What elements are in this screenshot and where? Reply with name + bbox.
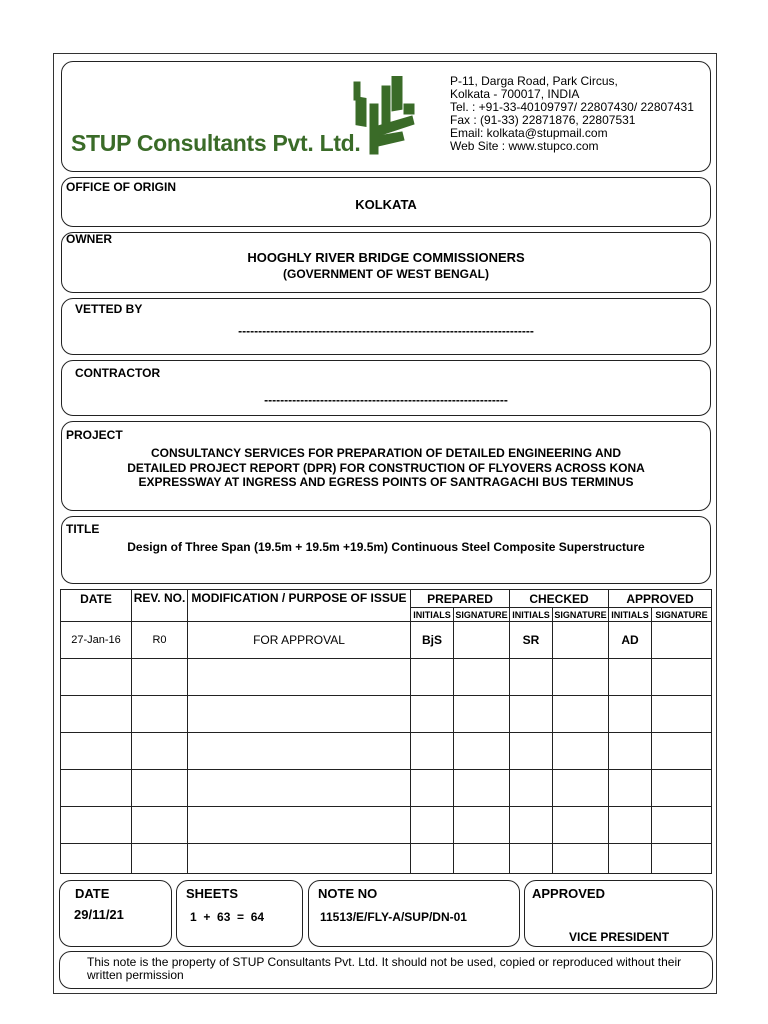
address-line: Tel. : +91-33-40109797/ 22807430/ 22807431 bbox=[450, 100, 694, 114]
address-line: Kolkata - 700017, INDIA bbox=[450, 87, 580, 101]
header-signature: SIGNATURE bbox=[455, 609, 508, 620]
footer-sheets-value: 1 + 63 = 64 bbox=[190, 910, 265, 924]
header-checked: CHECKED bbox=[510, 590, 609, 608]
table-row bbox=[61, 659, 712, 696]
revision-table bbox=[60, 589, 712, 874]
header-purpose: MODIFICATION / PURPOSE OF ISSUE bbox=[188, 590, 411, 622]
footer-note-value: 11513/E/FLY-A/SUP/DN-01 bbox=[320, 910, 467, 924]
row-approved-signature bbox=[652, 622, 712, 659]
row-rev: R0 bbox=[132, 622, 188, 659]
office-box bbox=[61, 177, 711, 227]
row-prepared-signature bbox=[454, 622, 510, 659]
title-label: TITLE bbox=[66, 522, 100, 536]
project-line: DETAILED PROJECT REPORT (DPR) FOR CONSTRUCTION OF FLYOVERS ACROSS KONA bbox=[127, 461, 645, 475]
header-prepared: PREPARED bbox=[411, 590, 510, 608]
header-date: DATE bbox=[61, 590, 132, 622]
footer-date-box bbox=[59, 880, 172, 947]
header-rev: REV. NO. bbox=[132, 590, 188, 622]
row-prepared-initials: BjS bbox=[411, 622, 454, 659]
address-line: P-11, Darga Road, Park Circus, bbox=[450, 74, 618, 88]
address-line: Fax : (91-33) 22871876, 22807531 bbox=[450, 113, 636, 127]
row-approved-initials: AD bbox=[609, 622, 652, 659]
table-row bbox=[61, 696, 712, 733]
website-line: Web Site : www.stupco.com bbox=[450, 139, 599, 153]
contractor-box bbox=[61, 360, 711, 416]
header-initials: INITIALS bbox=[609, 608, 652, 622]
disclaimer-text: This note is the property of STUP Consultants Pvt. Ltd. It should not be used, copied or reproduced without their written permission bbox=[87, 955, 682, 982]
footer-approved-label: APPROVED bbox=[532, 886, 605, 901]
disclaimer-box bbox=[59, 951, 713, 989]
owner-box bbox=[61, 232, 711, 293]
vetted-value: -------------------------------------------------------------------------- bbox=[238, 324, 534, 338]
owner-value: HOOGHLY RIVER BRIDGE COMMISSIONERS bbox=[247, 250, 525, 265]
table-row bbox=[61, 733, 712, 770]
footer-note-label: NOTE NO bbox=[318, 886, 378, 901]
footer-note-box bbox=[308, 880, 520, 947]
footer-approved-value: VICE PRESIDENT bbox=[569, 930, 670, 944]
project-line: EXPRESSWAY AT INGRESS AND EGRESS POINTS OF SANTRAGACHI BUS TERMINUS bbox=[138, 475, 634, 489]
owner-sub: (GOVERNMENT OF WEST BENGAL) bbox=[283, 267, 489, 281]
project-box bbox=[61, 421, 711, 511]
table-header-row bbox=[61, 590, 712, 608]
contractor-label: CONTRACTOR bbox=[75, 366, 161, 380]
title-value: Design of Three Span (19.5m + 19.5m +19.5m) Continuous Steel Composite Superstructure bbox=[127, 540, 645, 554]
row-date: 27-Jan-16 bbox=[61, 622, 132, 659]
footer-sheets-label: SHEETS bbox=[186, 886, 239, 901]
header-initials: INITIALS bbox=[510, 608, 553, 622]
header-signature: SIGNATURE bbox=[652, 608, 712, 622]
vetted-label: VETTED BY bbox=[75, 302, 143, 316]
footer-approved-box bbox=[524, 880, 713, 947]
table-row bbox=[61, 622, 712, 659]
vetted-box bbox=[61, 298, 711, 355]
row-purpose: FOR APPROVAL bbox=[188, 622, 411, 659]
row-checked-signature bbox=[553, 622, 609, 659]
office-label: OFFICE OF ORIGIN bbox=[66, 180, 176, 194]
footer-date-label: DATE bbox=[75, 886, 110, 901]
office-value: KOLKATA bbox=[355, 197, 417, 212]
header-initials: INITIALS bbox=[411, 608, 454, 622]
title-box bbox=[61, 516, 711, 584]
table-row bbox=[61, 844, 712, 874]
header-signature: SIGNATURE bbox=[554, 609, 607, 620]
project-label: PROJECT bbox=[66, 428, 123, 442]
footer-sheets-box bbox=[176, 880, 303, 947]
table-row bbox=[61, 807, 712, 844]
company-name: STUP Consultants Pvt. Ltd. bbox=[71, 130, 361, 156]
header-approved: APPROVED bbox=[609, 590, 712, 608]
footer-date-value: 29/11/21 bbox=[74, 907, 124, 922]
company-logo bbox=[352, 76, 422, 156]
owner-label: OWNER bbox=[66, 232, 112, 246]
row-checked-initials: SR bbox=[510, 622, 553, 659]
project-line: CONSULTANCY SERVICES FOR PREPARATION OF DETAILED ENGINEERING AND bbox=[150, 446, 622, 460]
table-row bbox=[61, 770, 712, 807]
contractor-value: ------------------------------------------------------------- bbox=[264, 393, 508, 407]
email-line: Email: kolkata@stupmail.com bbox=[450, 126, 608, 140]
company-address bbox=[450, 75, 694, 153]
